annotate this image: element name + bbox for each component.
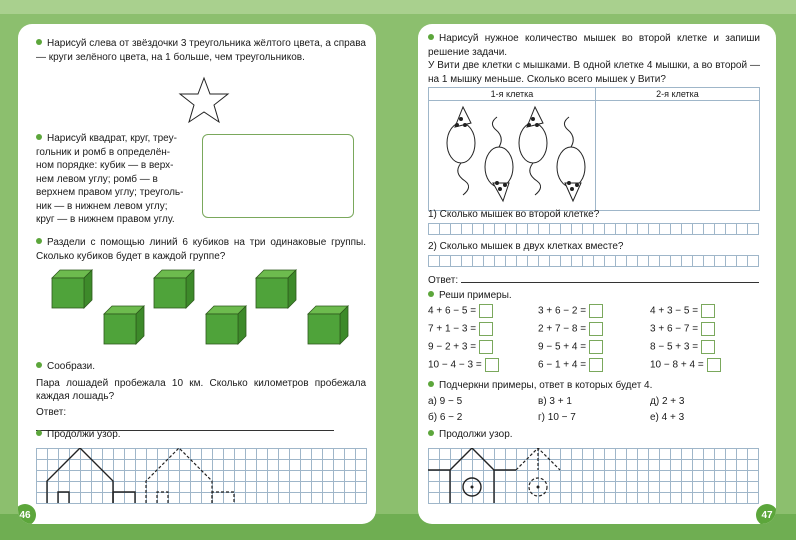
answer-line[interactable] [461,272,759,283]
answer-box[interactable] [707,358,721,372]
underline-item-b[interactable]: б) 6 − 2 [428,412,463,423]
answer-box[interactable] [589,340,603,354]
cages-table [428,87,760,211]
question-1: 1) Сколько мышек во второй клетке? [428,209,600,220]
mice-illustration [429,101,595,205]
bullet-icon [36,134,42,140]
task-mice-head: Нарисуй нужное количество мышек во второй клетке и запиши решение задачи. [428,33,760,58]
example-2-3: 3 + 6 − 7 = [650,322,715,336]
task-mice-text: У Вити две клетки с мышками. В одной клетке 4 мышки, а во второй — на 1 мышку меньше. Сколько всего мышек у Вити? [428,60,760,85]
task-solve: Реши примеры. [428,289,760,303]
page-number-left: 46 [18,504,36,524]
example-1-3: 4 + 3 − 5 = [650,304,715,318]
bullet-icon [36,39,42,45]
cube-2 [104,306,144,344]
answer-box[interactable] [701,304,715,318]
answer-grid-q2[interactable] [428,255,759,267]
task-pattern-right: Продолжи узор. [428,428,760,442]
drawing-frame[interactable] [202,134,354,218]
answer-box[interactable] [701,340,715,354]
cubes-illustration [48,268,358,354]
answer-row-left: Ответ: [36,406,366,435]
right-page [418,24,776,524]
example-3-3: 8 − 5 + 3 = [650,340,715,354]
answer-grid-q1[interactable] [428,223,759,235]
answer-box[interactable] [589,322,603,336]
bullet-icon [36,238,42,244]
answer-box[interactable] [479,322,493,336]
page-number-right: 47 [756,504,776,524]
cube-1 [52,270,92,308]
bullet-icon [428,381,434,387]
cage-1-header: 1-я клетка [429,88,596,101]
mouse-4 [557,147,585,187]
task-triangles-circles: Нарисуй слева от звёздочки 3 треугольника жёлтого цвета, а справа — круги зелёного цвета, на 1 больше, чем треугольников. [36,38,366,63]
answer-row-right: Ответ: [428,272,760,288]
answer-box[interactable] [479,340,493,354]
underline-item-d[interactable]: д) 2 + 3 [650,396,685,407]
example-3-1: 9 − 2 + 3 = [428,340,493,354]
example-4-1: 10 − 4 − 3 = [428,358,499,372]
bullet-icon [36,430,42,436]
underline-item-a[interactable]: а) 9 − 5 [428,396,463,407]
cube-5 [256,270,296,308]
task-underline: Подчеркни примеры, ответ в которых будет 4. [428,379,760,393]
answer-box[interactable] [485,358,499,372]
underline-item-g[interactable]: г) 10 − 7 [538,412,576,423]
cube-4 [206,306,246,344]
mouse-1 [447,123,475,163]
bullet-icon [36,362,42,368]
answer-box[interactable] [701,322,715,336]
answer-box[interactable] [589,304,603,318]
answer-box[interactable] [479,304,493,318]
question-2: 2) Сколько мышек в двух клетках вместе? [428,241,624,252]
mouse-3 [519,123,547,163]
task-pattern-left: Продолжи узор. [36,428,366,442]
house-pattern-right [428,448,759,504]
cage-1-cell [429,101,596,211]
underline-item-v[interactable]: в) 3 + 1 [538,396,572,407]
example-2-2: 2 + 7 − 8 = [538,322,603,336]
bullet-icon [428,430,434,436]
underline-item-e[interactable]: е) 4 + 3 [650,412,685,423]
example-1-2: 3 + 6 − 2 = [538,304,603,318]
bullet-icon [428,34,434,40]
example-1-1: 4 + 6 − 5 = [428,304,493,318]
cube-3 [154,270,194,308]
example-4-3: 10 − 8 + 4 = [650,358,721,372]
example-3-2: 9 − 5 + 4 = [538,340,603,354]
left-page [18,24,376,524]
task-shapes-order: Нарисуй квадрат, круг, треу- гольник и ромб в определён- ном порядке: кубик — в верх- нем левом углу; ромб — в верхнем правом углу; треуголь- ник — в нижнем левом углу; круг — в нижнем правом углу. [36,133,184,225]
answer-box[interactable] [589,358,603,372]
example-4-2: 6 − 1 + 4 = [538,358,603,372]
bullet-icon [428,291,434,297]
cage-2-header: 2-я клетка [596,88,760,101]
background-top-band [0,0,796,14]
cage-2-cell[interactable] [596,101,760,211]
cube-6 [308,306,348,344]
star-shape [178,76,230,124]
task-divide-cubes: Раздели с помощью линий 6 кубиков на три одинаковые группы. Сколько кубиков будет в каждой группе? [36,237,366,262]
task-horses: Сообрази. Пара лошадей пробежала 10 км. Сколько километров пробежала каждая лошадь? [36,361,366,402]
mouse-2 [485,147,513,187]
example-2-1: 7 + 1 − 3 = [428,322,493,336]
house-pattern-left [36,448,367,504]
